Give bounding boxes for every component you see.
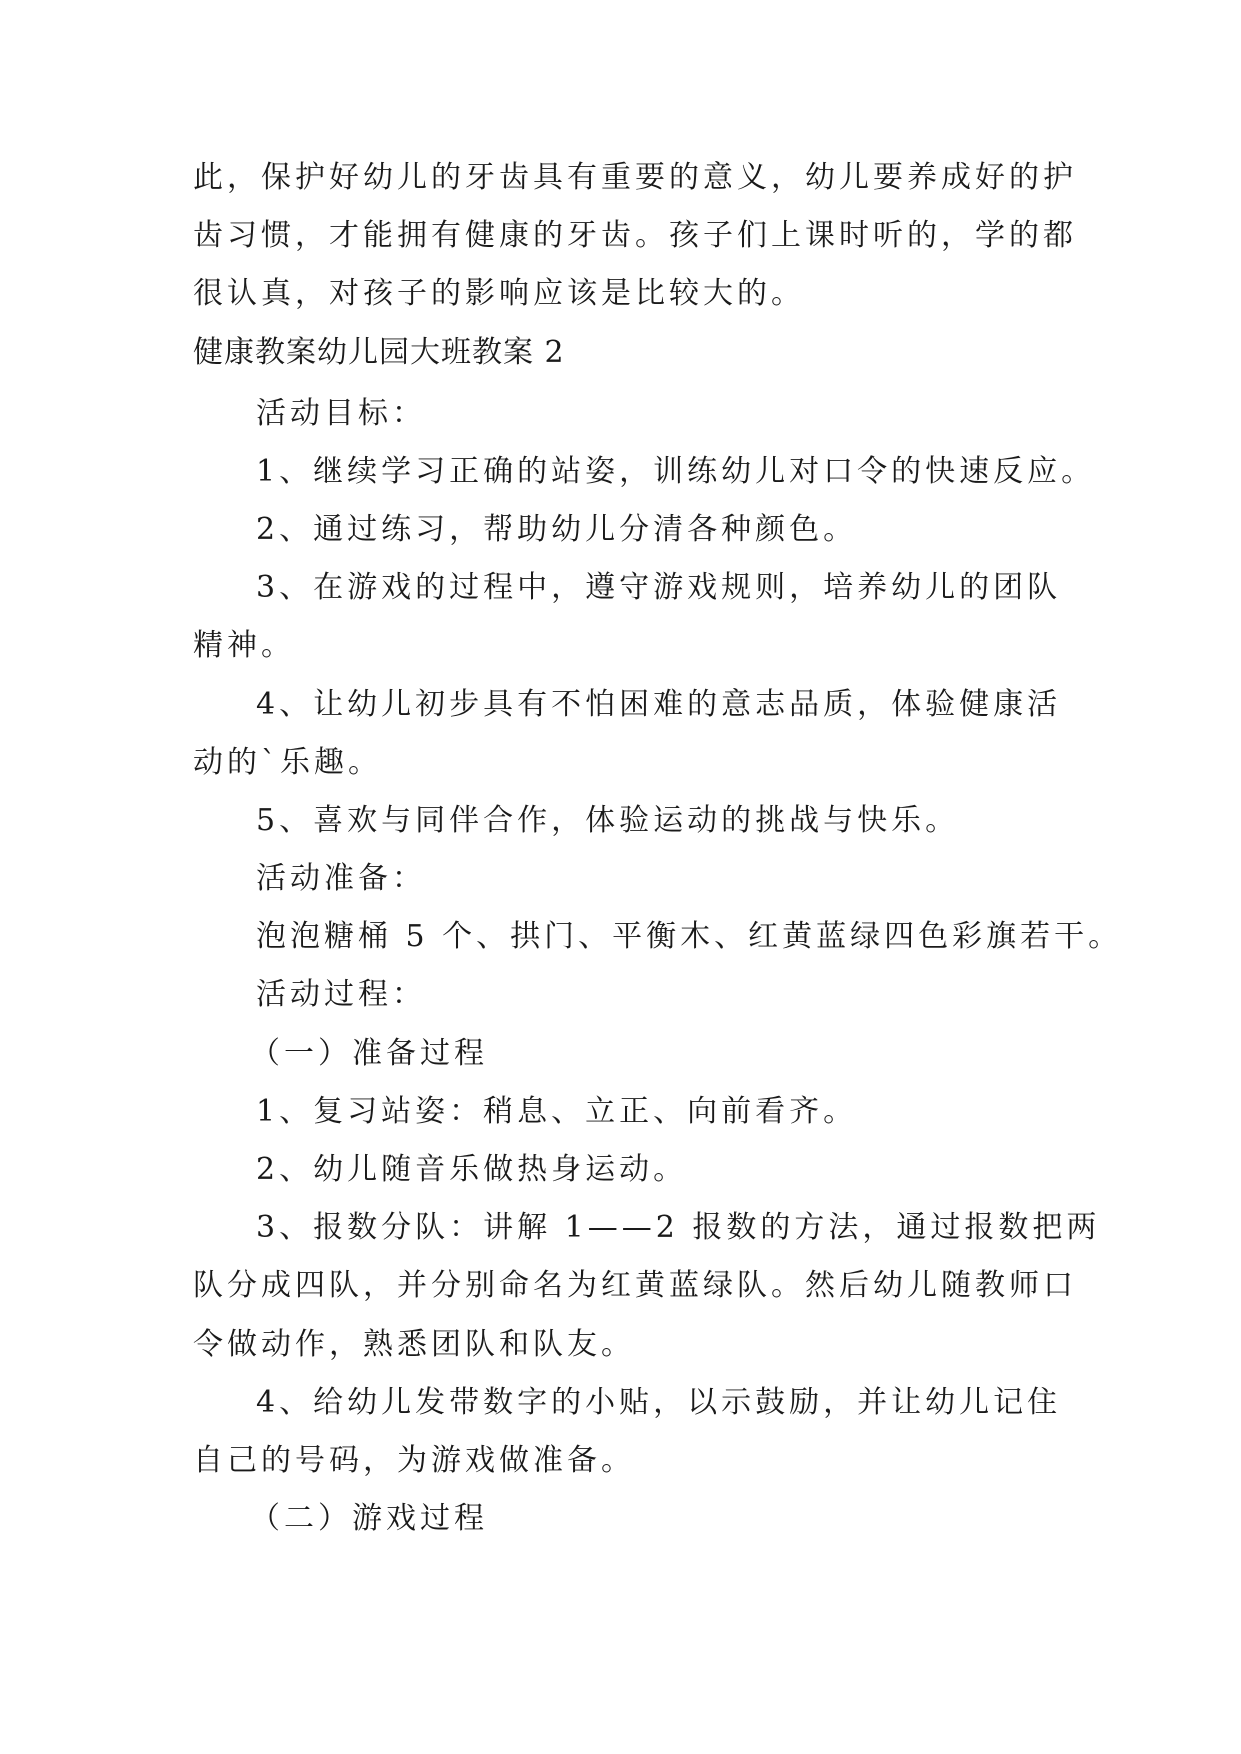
goal-item-continued: 精神。 [193, 628, 295, 664]
preparation-materials: 泡泡糖桶 5 个、拱门、平衡木、红黄蓝绿四色彩旗若干。 [256, 919, 1123, 955]
process-section-heading: （一）准备过程 [250, 1035, 488, 1071]
document-body [193, 160, 1123, 1562]
process-section-heading: （二）游戏过程 [250, 1501, 488, 1537]
paragraph-line: 齿习惯，才能拥有健康的牙齿。孩子们上课时听的，学的都 [193, 218, 1077, 254]
process-step: 3、报数分队：讲解 1——2 报数的方法，通过报数把两 [256, 1210, 1101, 1246]
process-step: 1、复习站姿：稍息、立正、向前看齐。 [256, 1093, 858, 1129]
subheading-activity-goals: 活动目标： [256, 395, 426, 431]
paragraph-line: 很认真，对孩子的影响应该是比较大的。 [193, 276, 805, 312]
goal-item: 4、让幼儿初步具有不怕困难的意志品质，体验健康活 [256, 686, 1062, 722]
process-step-continued: 令做动作，熟悉团队和队友。 [193, 1326, 635, 1362]
process-step: 2、幼儿随音乐做热身运动。 [256, 1152, 688, 1187]
goal-item: 2、通过练习，帮助幼儿分清各种颜色。 [256, 511, 858, 547]
goal-item: 1、继续学习正确的站姿，训练幼儿对口令的快速反应。 [256, 453, 1096, 489]
subheading-activity-preparation: 活动准备： [256, 861, 426, 897]
section-heading: 健康教案幼儿园大班教案 2 [193, 334, 565, 370]
goal-item-continued: 动的`乐趣。 [193, 744, 382, 780]
process-step-continued: 队分成四队，并分别命名为红黄蓝绿队。然后幼儿随教师口 [193, 1268, 1077, 1304]
subheading-activity-process: 活动过程： [256, 977, 426, 1013]
goal-item: 5、喜欢与同伴合作，体验运动的挑战与快乐。 [256, 802, 960, 838]
goal-item: 3、在游戏的过程中，遵守游戏规则，培养幼儿的团队 [256, 570, 1062, 606]
process-step-continued: 自己的号码，为游戏做准备。 [193, 1442, 635, 1478]
paragraph-line: 此，保护好幼儿的牙齿具有重要的意义，幼儿要养成好的护 [193, 160, 1077, 195]
process-step: 4、给幼儿发带数字的小贴，以示鼓励，并让幼儿记住 [256, 1384, 1062, 1420]
